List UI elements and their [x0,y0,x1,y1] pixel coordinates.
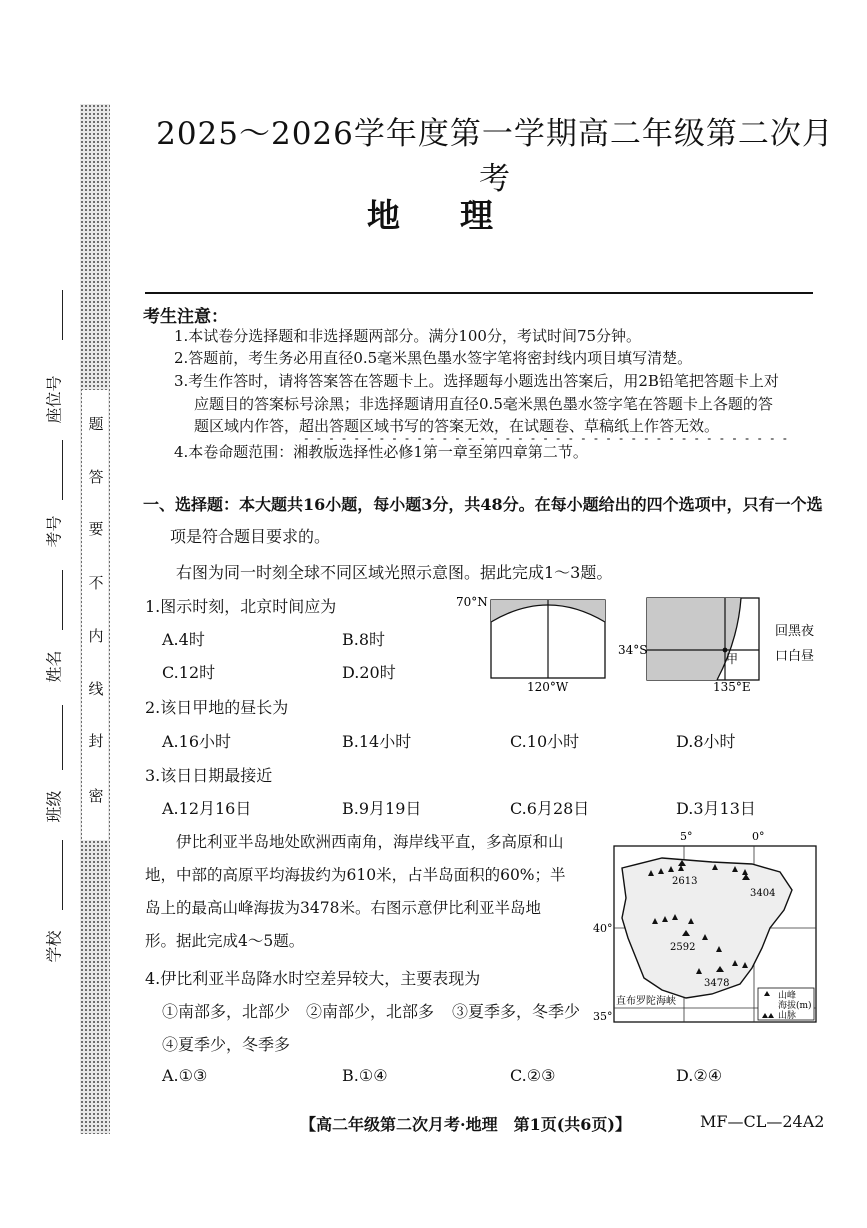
q2-option-b: B.14小时 [342,732,412,751]
question-3: 3.该日日期最接近 [145,766,273,785]
strait-label: 直布罗陀海峡 [616,996,676,1007]
seal-char: 要 [88,520,104,538]
q1-option-b: B.8时 [342,630,386,649]
header-rule [145,292,813,294]
notice-item-3: 3.考生作答时，请将答案答在答题卡上。选择题每小题选出答案后，用2B铅笔把答题卡上对 [174,372,779,390]
q2-option-d: D.8小时 [676,732,736,751]
notice-item-2: 2.答题前，考生务必用直径0.5毫米黑色墨水签字笔将密封线内项目填写清楚。 [174,349,693,367]
footer-code: MF—CL—24A2 [700,1112,825,1131]
lon-left-label: 120°W [527,680,569,694]
peak-3: 2592 [670,942,696,953]
iberia-para-2: 地，中部的高原平均海拔约为610米，占半岛面积的60%；半 [145,866,566,884]
fill-line[interactable] [62,840,63,910]
q3-option-c: C.6月28日 [510,799,590,818]
illumination-figure [455,590,850,700]
seal-char: 答 [88,468,104,486]
iberia-para-1: 伊比利亚半岛地处欧洲西南角，海岸线平直，多高原和山 [176,833,564,851]
notice-item-1: 1.本试卷分选择题和非选择题两部分。满分100分，考试时间75分钟。 [174,327,642,345]
point-jia-label: 甲 [726,652,739,666]
q1-option-a: A.4时 [162,630,205,649]
question-1: 1.图示时刻，北京时间应为 [145,597,337,616]
field-label: 班级 [44,790,64,823]
legend-peak: 山峰 [778,991,797,1001]
notice-item-3b: 应题目的答案标号涂黑；非选择题请用直径0.5毫米黑色墨水签字笔在答题卡上各题的答 [194,395,773,413]
section-heading-2: 项是符合题目要求的。 [170,527,331,546]
fill-line[interactable] [62,570,63,630]
question-2: 2.该日甲地的昼长为 [145,698,289,717]
seal-char: 密 [88,787,104,805]
lat-left-label: 70°N [456,595,488,609]
notice-item-4: 4.本卷命题范围：湘教版选择性必修1第一章至第四章第二节。 [174,443,588,461]
fill-line[interactable] [62,705,63,770]
fill-line[interactable] [62,440,63,500]
q4-choice-3: ③夏季多，冬季少 [452,1002,581,1021]
seal-char: 不 [88,574,104,592]
q1-option-d: D.20时 [342,663,396,682]
iberia-map [592,828,822,1028]
notice-heading: 考生注意： [143,307,228,327]
intro-1: 右图为同一时刻全球不同区域光照示意图。据此完成1～3题。 [176,563,613,582]
seal-char: 封 [88,732,104,750]
lon-5: 5° [680,830,693,843]
exam-title: 2025～2026学年度第一学期高二年级第二次月考 [156,116,834,197]
peak-4: 3478 [704,978,730,989]
lat-35: 35° [593,1010,613,1023]
peak-1: 2613 [672,876,698,887]
field-label: 考号 [44,515,64,548]
legend-day: 口白昼 [775,649,815,664]
q2-option-c: C.10小时 [510,732,580,751]
subject-title: 地理 [367,196,553,235]
q4-option-c: C.②③ [510,1066,556,1085]
field-label: 姓名 [44,650,64,683]
fill-line[interactable] [62,290,63,340]
lat-right-label: 34°S [618,643,648,657]
q4-choice-1: ①南部多，北部少 [162,1002,291,1021]
footer-title: 【高二年级第二次月考·地理 第1页(共6页)】 [300,1115,631,1134]
q4-choice-2: ②南部少，北部多 [306,1002,435,1021]
q4-option-a: A.①③ [162,1066,208,1085]
notice-item-3c: 题区域内作答，超出答题区域书写的答案无效，在试题卷、草稿纸上作答无效。 [194,417,720,435]
lon-right-label: 135°E [713,680,751,694]
seal-box [82,390,108,840]
field-label: 学校 [44,930,64,963]
field-label: 座位号 [44,375,64,424]
q1-option-c: C.12时 [162,663,216,682]
legend-range: 山脉 [778,1011,797,1021]
iberia-para-3: 岛上的最高山峰海拔为3478米。右图示意伊比利亚半岛地 [145,899,541,917]
seal-char: 线 [88,680,104,698]
lon-0: 0° [752,830,765,843]
q2-option-a: A.16小时 [162,732,232,751]
lat-40: 40° [593,922,613,935]
question-4: 4.伊比利亚半岛降水时空差异较大，主要表现为 [145,969,481,988]
seal-char: 内 [88,627,104,645]
q4-choice-4: ④夏季少，冬季多 [162,1035,291,1054]
iberia-para-4: 形。据此完成4～5题。 [145,932,305,950]
seal-char: 题 [88,415,104,433]
section-heading: 一、选择题：本大题共16小题，每小题3分，共48分。在每小题给出的四个选项中，只有一个选 [143,495,823,514]
q3-option-d: D.3月13日 [676,799,756,818]
q3-option-a: A.12月16日 [162,799,252,818]
legend-night: 回黑夜 [775,624,815,639]
q3-option-b: B.9月19日 [342,799,422,818]
peak-2: 3404 [750,888,776,899]
q4-option-b: B.①④ [342,1066,388,1085]
legend-elev: 海拔(m) [778,1001,812,1011]
q4-option-d: D.②④ [676,1066,723,1085]
